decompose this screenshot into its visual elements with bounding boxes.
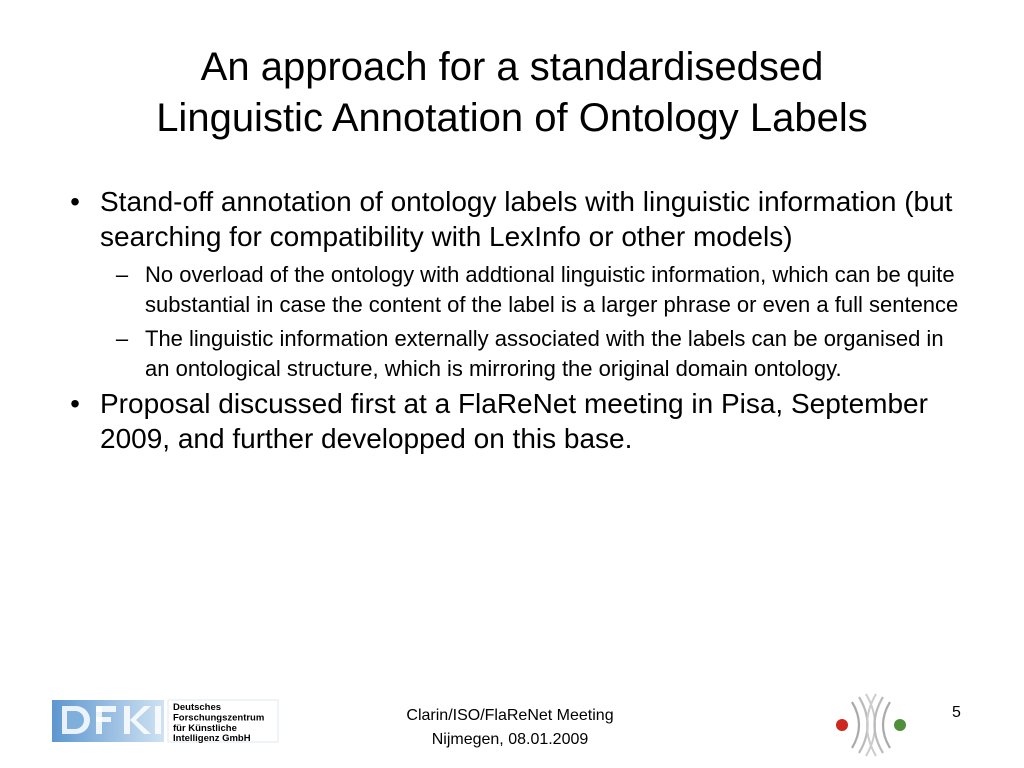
dfki-logo-line-3: für Künstliche bbox=[173, 723, 237, 734]
sub-bullet-text: No overload of the ontology with addtional linguistic information, which can be quite substantial in case the content of the label is a larger phrase or even a full sentence bbox=[145, 262, 959, 317]
dfki-logo-icon bbox=[52, 698, 280, 744]
slide-title-line-1: An approach for a standardisedsed bbox=[200, 45, 824, 89]
sub-bullet-marker: – bbox=[115, 262, 129, 287]
page-number: 5 bbox=[952, 704, 961, 721]
flarenet-logo bbox=[826, 690, 916, 760]
bullet-marker: • bbox=[70, 388, 80, 419]
dfki-logo-line-4: Intelligenz GmbH bbox=[173, 733, 251, 744]
bullet-marker: • bbox=[70, 186, 80, 217]
flarenet-logo-icon bbox=[826, 690, 916, 760]
dfki-logo bbox=[52, 698, 280, 744]
bullet-list bbox=[60, 184, 960, 462]
bullet-text: Proposal discussed first at a FlaReNet meeting in Pisa, September 2009, and further developped on this base. bbox=[100, 388, 928, 454]
footer-line-2: Nijmegen, 08.01.2009 bbox=[431, 731, 589, 748]
slide-title-line-2: Linguistic Annotation of Ontology Labels bbox=[156, 96, 868, 140]
red-dot-icon bbox=[836, 719, 848, 731]
sub-bullet-marker: – bbox=[115, 326, 129, 351]
bullet-item-2 bbox=[60, 386, 960, 456]
dfki-logo-line-1: Deutsches bbox=[173, 702, 222, 713]
footer-line-1: Clarin/ISO/FlaReNet Meeting bbox=[406, 707, 614, 724]
bullet-text: Stand-off annotation of ontology labels with linguistic information (but searching for compatibility with LexInfo or other models) bbox=[100, 186, 953, 252]
sub-bullet-text: The linguistic information externally associated with the labels can be organised in an ontological structure, which is mirroring the original domain ontology. bbox=[145, 326, 944, 381]
slide-title bbox=[60, 42, 964, 144]
sub-bullet-item-2 bbox=[60, 324, 960, 384]
footer-meeting-info bbox=[360, 704, 660, 752]
sub-bullet-item-1 bbox=[60, 260, 960, 320]
dfki-logo-line-2: Forschungszentrum bbox=[173, 712, 265, 724]
bullet-item-1 bbox=[60, 184, 960, 254]
green-dot-icon bbox=[894, 719, 906, 731]
